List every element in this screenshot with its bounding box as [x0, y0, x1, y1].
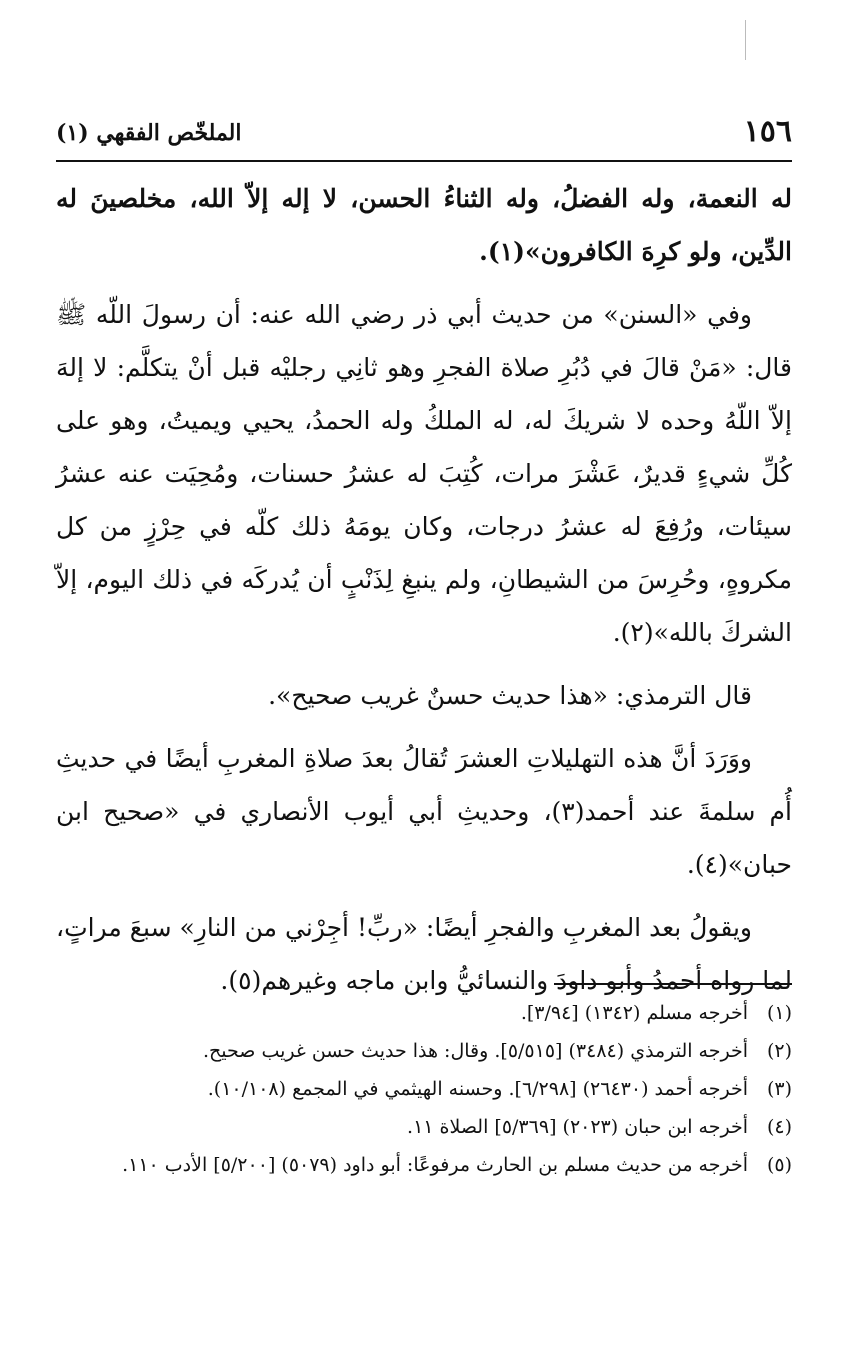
page-number: ١٥٦ — [743, 114, 792, 149]
footnote-item — [56, 994, 792, 1032]
paragraph-tirmidhi: قال الترمذي: «هذا حديث حسنٌ غريب صحيح». — [268, 681, 752, 710]
footnote-number: (٢) — [766, 1040, 792, 1062]
margin-mark — [745, 20, 746, 60]
footnote-text: أخرجه من حديث مسلم بن الحارث مرفوعًا: أبو داود (٥٠٧٩) [٥/٢٠٠] الأدب ١١٠. — [122, 1154, 748, 1176]
footnote-text: أخرجه أحمد (٢٦٤٣٠) [٦/٢٩٨]. وحسنه الهيثمي في المجمع (١٠/١٠٨). — [207, 1078, 748, 1100]
footnote-number: (٤) — [766, 1116, 792, 1138]
footnote-number: (٣) — [766, 1078, 792, 1100]
paragraph-maghrib: ووَرَدَ أنَّ هذه التهليلاتِ العشرَ تُقالُ بعدَ صلاةِ المغربِ أيضًا في حديثِ أُم سلمةَ عند أحمد(٣)، وحديثِ أبي أيوب الأنصاري في «صحيح ابن حبان»(٤). — [56, 744, 792, 879]
footnote-item — [56, 1032, 792, 1070]
main-text — [56, 172, 792, 1017]
footnote-text: أخرجه الترمذي (٣٤٨٤) [٥/٥١٥]. وقال: هذا حديث حسن غريب صحيح. — [202, 1040, 748, 1062]
footnote-divider — [554, 983, 792, 985]
footnote-text: أخرجه مسلم (١٣٤٢) [٣/٩٤]. — [520, 1002, 748, 1024]
paragraph-ajirni: ويقولُ بعد المغربِ والفجرِ أيضًا: «ربِّ! أجِرْني من النارِ» سبعَ مراتٍ، لما رواه أحمدُ وأبو داودَ والنسائيُّ وابن ماجه وغيرهم(٥). — [56, 913, 792, 995]
footnote-item — [56, 1070, 792, 1108]
footnotes — [56, 994, 792, 1184]
footnote-number: (٥) — [766, 1154, 792, 1176]
footnote-text: أخرجه ابن حبان (٢٠٢٣) [٥/٣٦٩] الصلاة ١١. — [407, 1116, 748, 1138]
footnote-item — [56, 1108, 792, 1146]
paragraph-continuation: له النعمة، وله الفضلُ، وله الثناءُ الحسن، لا إله إلاّ الله، مخلصينَ له الدِّين، ولو كرِهَ الكافرون»(١). — [56, 184, 792, 266]
page-header — [56, 110, 792, 162]
paragraph-abu-dharr-hadith: وفي «السنن» من حديث أبي ذر رضي الله عنه: أن رسولَ اللّه ﷺ قال: «مَنْ قالَ في دُبُرِ صلاة الفجرِ وهو ثانِي رجليْه قبل أنْ يتكلَّم: لا إلهَ إلاّ اللّهُ وحده لا شريكَ له، له الملكُ وله الحمدُ، يحيي ويميتُ، وهو على كُلِّ شيءٍ قديرٌ، عَشْرَ مرات، كُتِبَ له عشرُ حسنات، ومُحِيَت عنه عشرُ سيئات، ورُفِعَ له عشرُ درجات، وكان يومَهُ ذلك كلّه في حِرْزٍ من كل مكروهٍ، وحُرِسَ من الشيطانِ، ولم ينبغِ لِذَنْبٍ أن يُدركَه في ذلك اليوم، إلاّ الشركَ بالله»(٢). — [56, 300, 792, 647]
footnote-item — [56, 1146, 792, 1184]
footnote-number: (١) — [766, 1002, 792, 1024]
book-title: الملخّص الفقهي (١) — [56, 120, 242, 146]
